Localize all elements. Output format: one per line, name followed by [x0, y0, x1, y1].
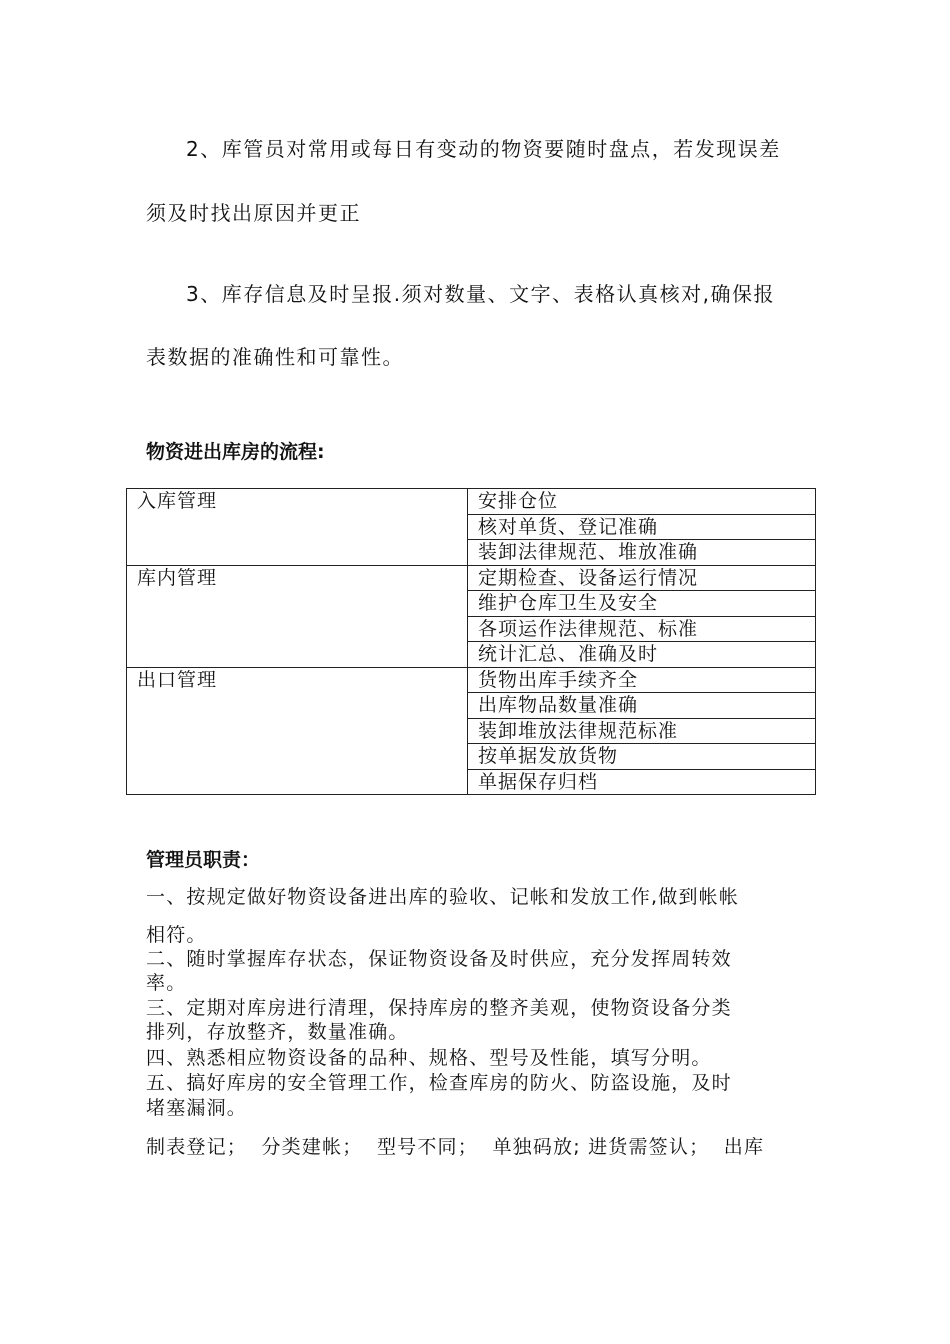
duty-3-line-1: 三、定期对库房进行清理，保持库房的整齐美观，使物资设备分类: [146, 997, 732, 1019]
paragraph-3-line-2: 表数据的准确性和可靠性。: [146, 345, 404, 369]
step-cell: 单据保存归档: [468, 769, 816, 795]
duty-1-line-2: 相符。: [146, 924, 207, 946]
table-row: [127, 489, 816, 515]
category-inbound: 入库管理: [127, 489, 468, 566]
duties-heading: 管理员职责：: [146, 849, 261, 871]
table-row: [127, 667, 816, 693]
summary-line: 制表登记； 分类建帐； 型号不同； 单独码放; 进货需签认； 出库: [146, 1136, 765, 1158]
flow-table: [126, 488, 816, 795]
paragraph-3-line-1: 3、库存信息及时呈报.须对数量、文字、表格认真核对,确保报: [186, 282, 775, 306]
step-cell: 定期检查、设备运行情况: [468, 565, 816, 591]
duty-5-line-2: 堵塞漏洞。: [146, 1097, 248, 1119]
step-cell: 按单据发放货物: [468, 744, 816, 770]
table-row: [127, 565, 816, 591]
paragraph-2-line-1: 2、库管员对常用或每日有变动的物资要随时盘点，若发现误差: [186, 137, 781, 161]
step-cell: 货物出库手续齐全: [468, 667, 816, 693]
duty-2-line-2: 率。: [146, 972, 187, 994]
step-cell: 安排仓位: [468, 489, 816, 515]
category-outbound: 出口管理: [127, 667, 468, 795]
duty-2-line-1: 二、随时掌握库存状态，保证物资设备及时供应，充分发挥周转效: [146, 948, 732, 970]
duty-1-line-1: 一、按规定做好物资设备进出库的验收、记帐和发放工作,做到帐帐: [146, 886, 740, 908]
step-cell: 装卸法律规范、堆放准确: [468, 540, 816, 566]
duty-4-line-1: 四、熟悉相应物资设备的品种、规格、型号及性能，填写分明。: [146, 1047, 712, 1069]
duty-3-line-2: 排列，存放整齐，数量准确。: [146, 1021, 409, 1043]
step-cell: 统计汇总、准确及时: [468, 642, 816, 668]
step-cell: 各项运作法律规范、标准: [468, 616, 816, 642]
category-internal: 库内管理: [127, 565, 468, 667]
step-cell: 出库物品数量准确: [468, 693, 816, 719]
flow-heading: 物资进出库房的流程:: [146, 441, 325, 463]
step-cell: 核对单货、登记准确: [468, 514, 816, 540]
duty-5-line-1: 五、搞好库房的安全管理工作，检查库房的防火、防盗设施，及时: [146, 1072, 732, 1094]
step-cell: 装卸堆放法律规范标准: [468, 718, 816, 744]
step-cell: 维护仓库卫生及安全: [468, 591, 816, 617]
paragraph-2-line-2: 须及时找出原因并更正: [146, 201, 361, 225]
